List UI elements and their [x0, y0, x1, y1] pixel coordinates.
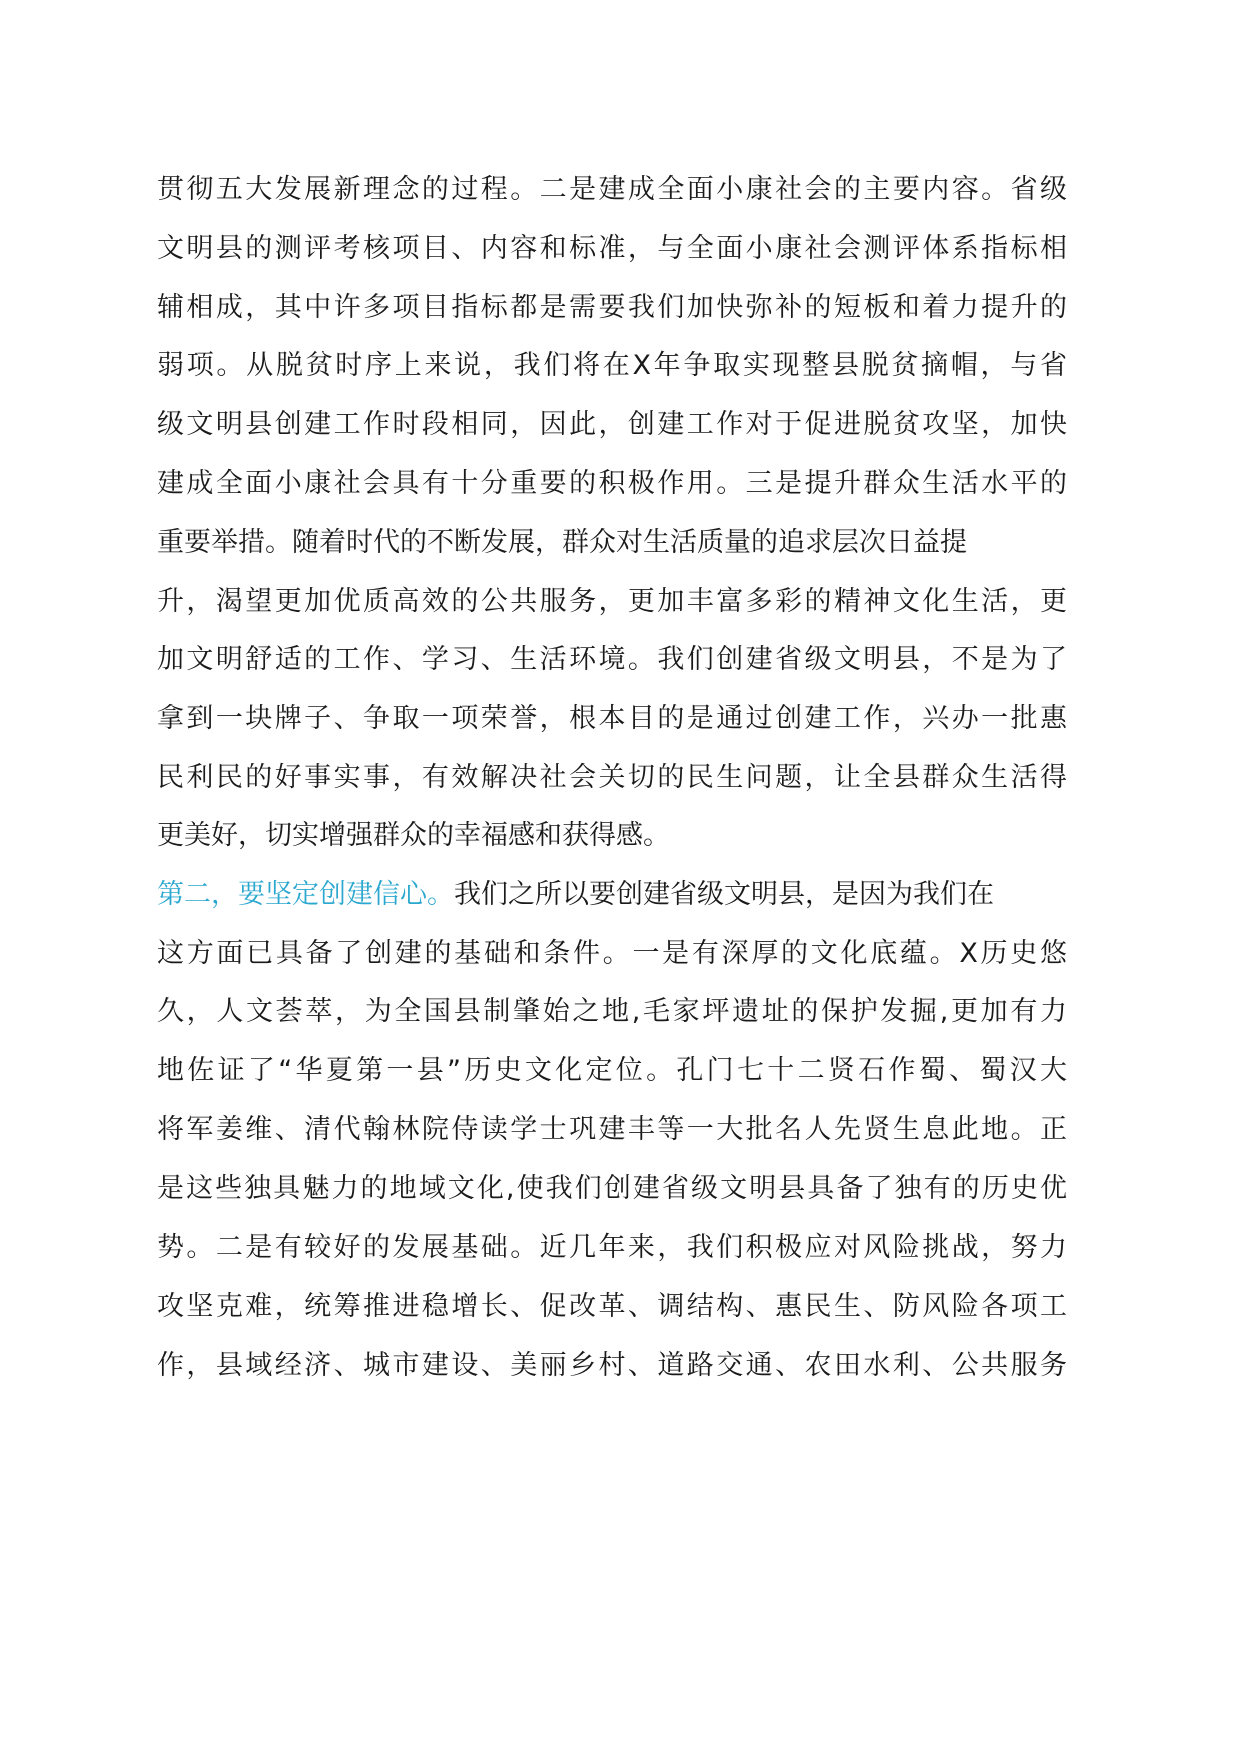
section-heading: 第二，要坚定创建信心。	[157, 879, 454, 910]
paragraph-line: 升，渴望更加优质高效的公共服务，更加丰富多彩的精神文化生活，更	[157, 586, 1067, 617]
paragraph-line: 贯彻五大发展新理念的过程。二是建成全面小康社会的主要内容。省级	[157, 174, 1067, 205]
paragraph-line: 辅相成，其中许多项目指标都是需要我们加快弥补的短板和着力提升的	[157, 292, 1067, 323]
paragraph-line: 更美好，切实增强群众的幸福感和获得感。	[157, 820, 670, 851]
paragraph-line: 攻坚克难，统筹推进稳增长、促改革、调结构、惠民生、防风险各项工	[157, 1291, 1067, 1322]
paragraph-line: 民利民的好事实事，有效解决社会关切的民生问题，让全县群众生活得	[157, 762, 1067, 793]
paragraph-line: 这方面已具备了创建的基础和条件。一是有深厚的文化底蕴。X历史悠	[157, 938, 1067, 969]
paragraph-line: 势。二是有较好的发展基础。近几年来，我们积极应对风险挑战，努力	[157, 1232, 1067, 1263]
paragraph-line: 是这些独具魅力的地域文化,使我们创建省级文明县具备了独有的历史优	[157, 1173, 1067, 1204]
paragraph-line: 级文明县创建工作时段相同，因此，创建工作对于促进脱贫攻坚，加快	[157, 409, 1067, 440]
paragraph-line: 弱项。从脱贫时序上来说，我们将在X年争取实现整县脱贫摘帽，与省	[157, 350, 1067, 381]
paragraph-line: 拿到一块牌子、争取一项荣誉，根本目的是通过创建工作，兴办一批惠	[157, 703, 1067, 734]
paragraph-line: 将军姜维、清代翰林院侍读学士巩建丰等一大批名人先贤生息此地。正	[157, 1114, 1067, 1145]
paragraph-line: 文明县的测评考核项目、内容和标准，与全面小康社会测评体系指标相	[157, 233, 1067, 264]
paragraph-line: 久，人文荟萃，为全国县制肇始之地,毛家坪遗址的保护发掘,更加有力	[157, 996, 1067, 1027]
paragraph-line: 作，县域经济、城市建设、美丽乡村、道路交通、农田水利、公共服务	[157, 1350, 1067, 1381]
section-first-line-text: 我们之所以要创建省级文明县，是因为我们在	[454, 879, 994, 910]
paragraph-line: 加文明舒适的工作、学习、生活环境。我们创建省级文明县，不是为了	[157, 644, 1067, 675]
paragraph-line: 重要举措。随着时代的不断发展，群众对生活质量的追求层次日益提	[157, 527, 967, 558]
paragraph-line: 建成全面小康社会具有十分重要的积极作用。三是提升群众生活水平的	[157, 468, 1067, 499]
section-first-line	[157, 873, 994, 917]
paragraph-line: 地佐证了“华夏第一县”历史文化定位。孔门七十二贤石作蜀、蜀汉大	[157, 1055, 1067, 1086]
